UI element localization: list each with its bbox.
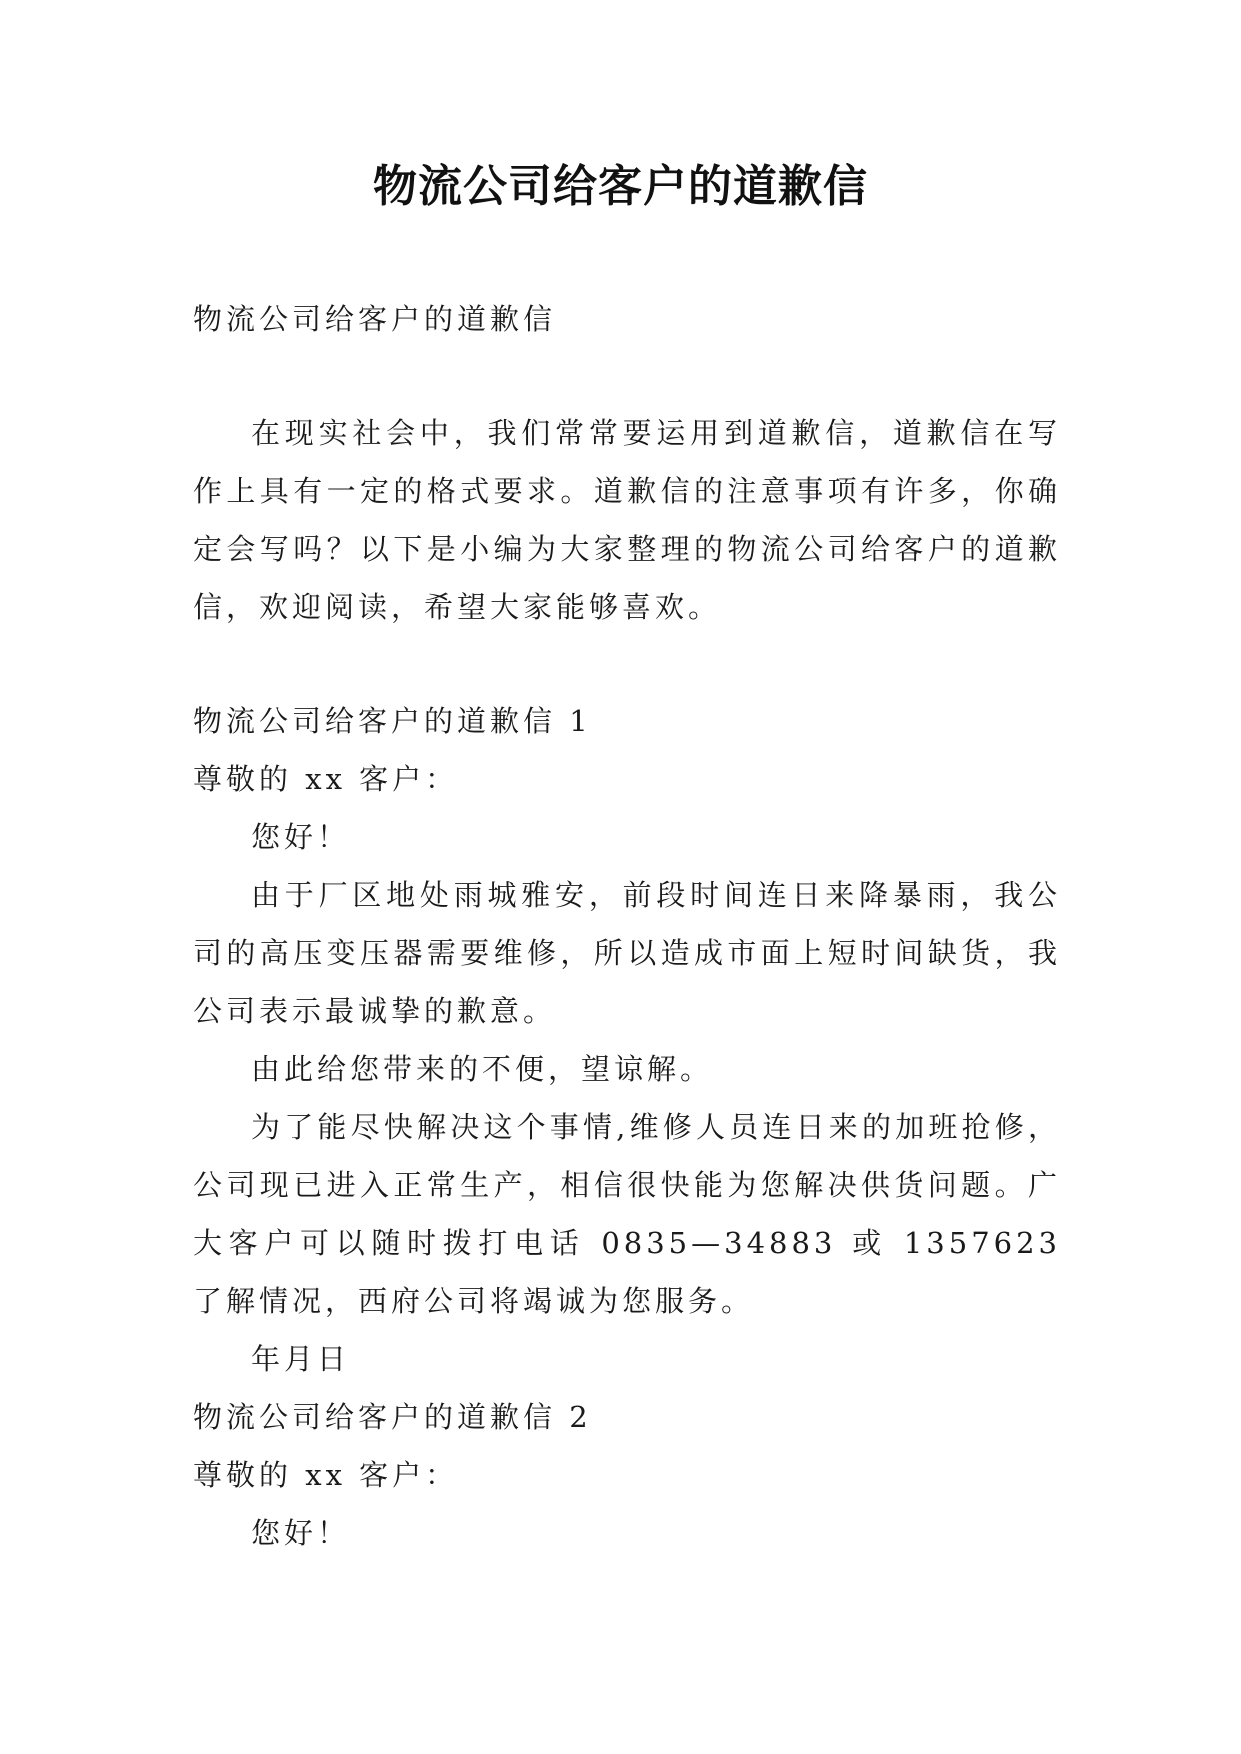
letter1-greeting: 您好！ bbox=[251, 820, 351, 854]
document-body bbox=[193, 290, 1061, 1562]
letter1-paragraph-1: 由于厂区地处雨城雅安，前段时间连日来降暴雨，我公司的高压变压器需要维修，所以造成市面上短时间缺货，我公司表示最诚挚的歉意。 bbox=[193, 878, 1061, 1028]
letter1-paragraph-3: 为了能尽快解决这个事情,维修人员连日来的加班抢修，公司现已进入正常生产，相信很快能为您解决供货问题。广大客户可以随时拨打电话 0835—34883 或 1357623 了解情况，西府公司将竭诚为您服务。 bbox=[193, 1110, 1061, 1318]
letter1-date: 年月日 bbox=[251, 1342, 351, 1376]
letter1-paragraph-2: 由此给您带来的不便，望谅解。 bbox=[251, 1052, 714, 1086]
subtitle: 物流公司给客户的道歉信 bbox=[193, 302, 557, 336]
letter2-greeting: 您好！ bbox=[251, 1516, 351, 1550]
document-title: 物流公司给客户的道歉信 bbox=[373, 161, 868, 212]
intro-paragraph: 在现实社会中，我们常常要运用到道歉信，道歉信在写作上具有一定的格式要求。道歉信的注意事项有许多，你确定会写吗？以下是小编为大家整理的物流公司给客户的道歉信，欢迎阅读，希望大家能够喜欢。 bbox=[193, 416, 1061, 624]
letter1-salutation: 尊敬的 xx 客户： bbox=[193, 762, 459, 796]
letter2-heading: 物流公司给客户的道歉信 2 bbox=[193, 1400, 592, 1434]
letter1-heading: 物流公司给客户的道歉信 1 bbox=[193, 704, 592, 738]
letter2-salutation: 尊敬的 xx 客户： bbox=[193, 1458, 459, 1492]
